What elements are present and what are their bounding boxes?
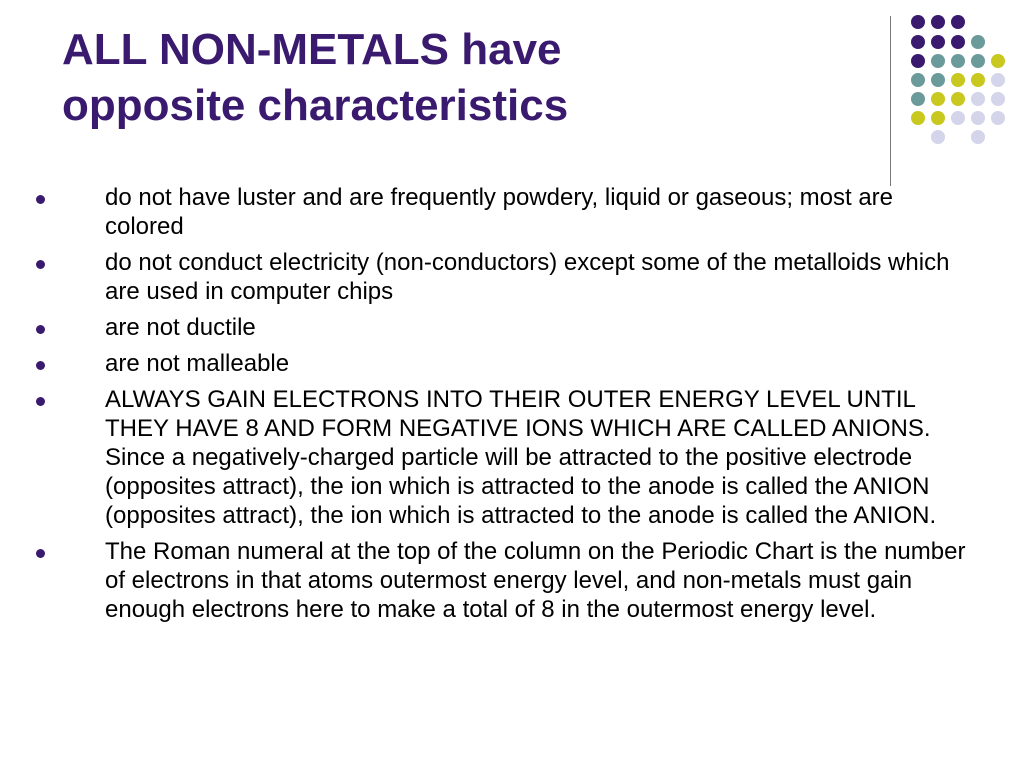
decorative-dot: [951, 92, 965, 106]
bullet-text: ALWAYS GAIN ELECTRONS INTO THEIR OUTER ENERGY LEVEL UNTIL THEY HAVE 8 AND FORM NEGATIVE IONS WHICH ARE CALLED ANIONS. Since a negatively-charged particle will be attracted to the positive electrode (opposites attract), the ion which is attracted to the anode is called the ANION (opposites attract), the ion which is attracted to the anode is called the ANION.: [105, 386, 937, 529]
bullet-text: do not conduct electricity (non-conductors) except some of the metalloids which are used in computer chips: [105, 249, 950, 305]
decorative-dot: [971, 73, 985, 87]
bullet-dot-icon: [36, 549, 45, 558]
decorative-dot: [951, 54, 965, 68]
decorative-dot: [991, 54, 1005, 68]
decorative-dot: [991, 92, 1005, 106]
decorative-dot: [951, 73, 965, 87]
slide-title: [62, 22, 862, 134]
bullet-dot-icon: [36, 397, 45, 406]
slide-title-line-2: opposite characteristics: [62, 81, 569, 130]
decorative-divider-line: [890, 16, 891, 186]
bullet-text: are not ductile: [105, 314, 256, 341]
decorative-dot: [971, 111, 985, 125]
bullet-dot-icon: [36, 325, 45, 334]
bullet-item: [36, 313, 976, 342]
decorative-dot: [931, 92, 945, 106]
decorative-dot: [911, 54, 925, 68]
decorative-dot: [911, 73, 925, 87]
bullet-dot-icon: [36, 260, 45, 269]
decorative-dot: [931, 54, 945, 68]
decorative-dot: [931, 35, 945, 49]
bullet-item: [36, 349, 976, 378]
bullet-dot-icon: [36, 361, 45, 370]
decorative-dot: [991, 111, 1005, 125]
bullet-list: [36, 183, 976, 631]
bullet-item: [36, 537, 976, 624]
decorative-dot: [951, 35, 965, 49]
decorative-dot: [951, 111, 965, 125]
decorative-dot: [931, 111, 945, 125]
bullet-item: [36, 385, 976, 530]
decorative-dot: [951, 15, 965, 29]
slide-title-line-1: ALL NON-METALS have: [62, 25, 562, 74]
decorative-dot: [971, 54, 985, 68]
decorative-dot: [931, 130, 945, 144]
decorative-dot: [971, 130, 985, 144]
decorative-dot: [931, 15, 945, 29]
decorative-dot: [911, 15, 925, 29]
bullet-item: [36, 183, 976, 241]
decorative-dot: [931, 73, 945, 87]
decorative-dot: [911, 35, 925, 49]
bullet-dot-icon: [36, 195, 45, 204]
bullet-item: [36, 248, 976, 306]
decorative-dot: [911, 92, 925, 106]
bullet-text: are not malleable: [105, 350, 290, 377]
decorative-dot: [971, 35, 985, 49]
bullet-text: The Roman numeral at the top of the column on the Periodic Chart is the number of electrons in that atoms outermost energy level, and non-metals must gain enough electrons here to make a total of 8 in the outermost energy level.: [105, 538, 966, 623]
decorative-dot: [911, 111, 925, 125]
decorative-dot: [971, 92, 985, 106]
decorative-dot: [991, 73, 1005, 87]
bullet-text: do not have luster and are frequently powdery, liquid or gaseous; most are colored: [105, 184, 894, 240]
